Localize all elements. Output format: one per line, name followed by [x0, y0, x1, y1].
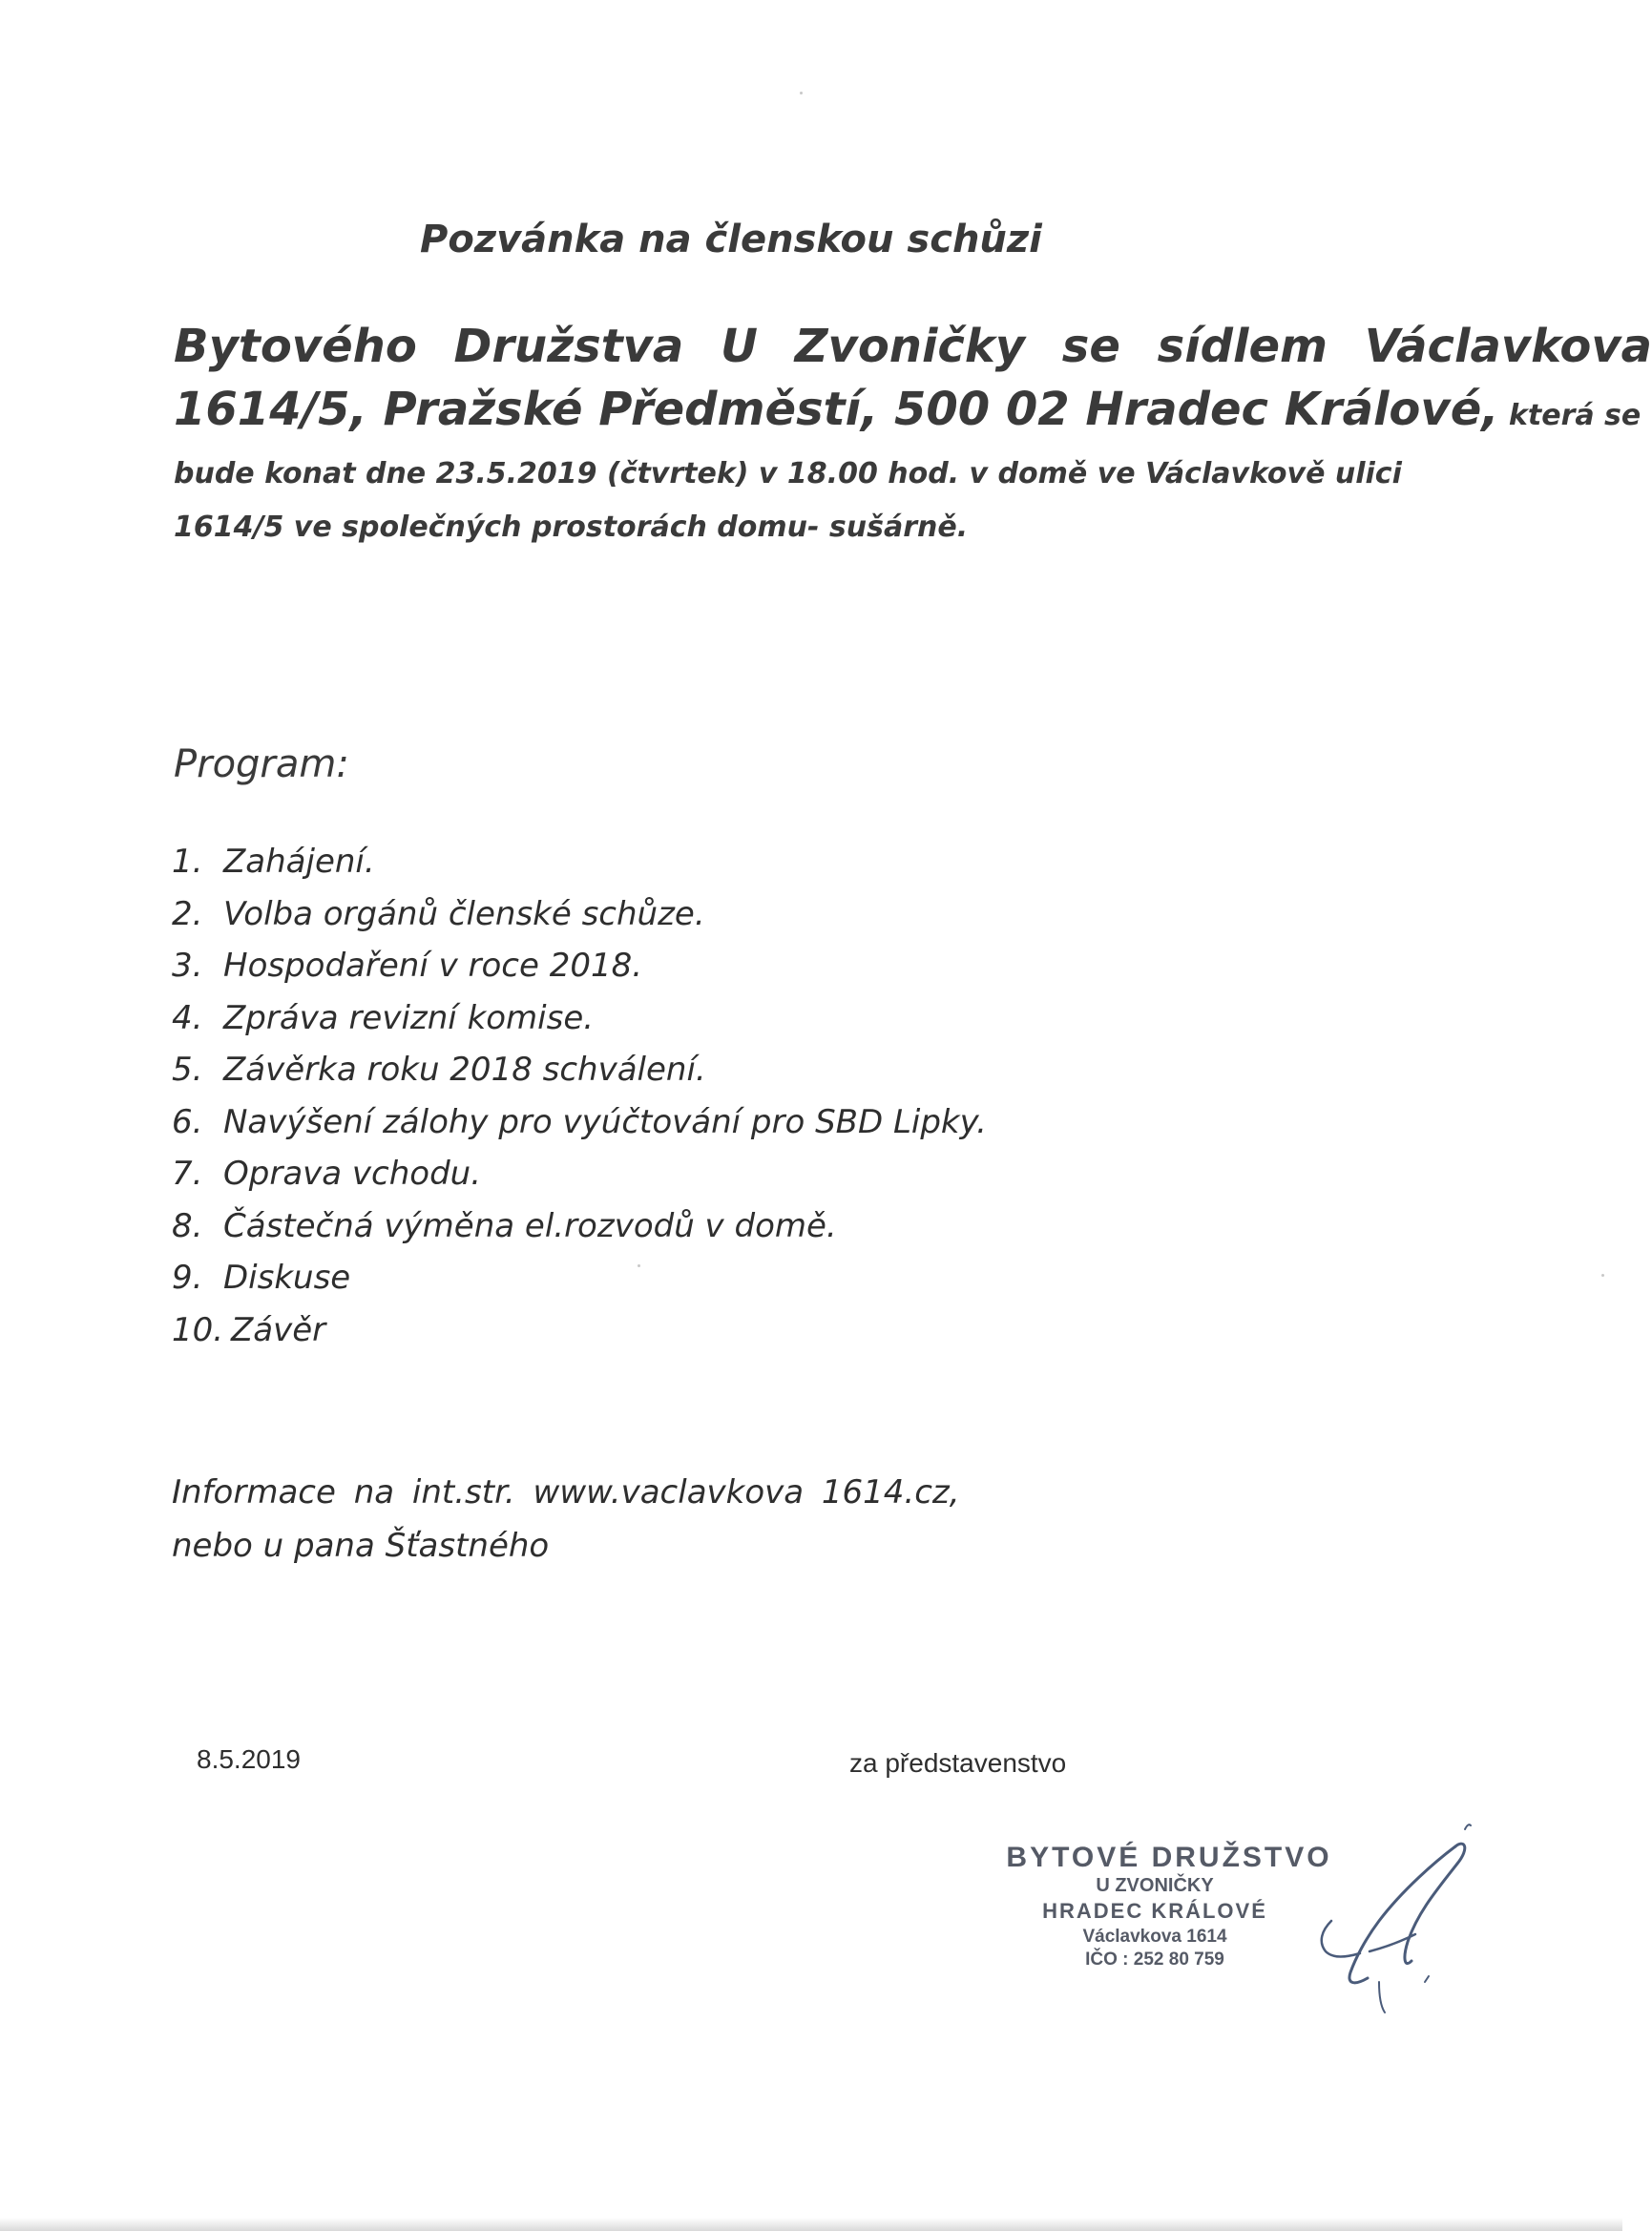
- agenda-item: [172, 1096, 987, 1149]
- stamp-line-2: U ZVONIČKY: [1096, 1875, 1214, 1896]
- stamp-line-3: HRADEC KRÁLOVÉ: [1042, 1899, 1267, 1923]
- agenda-item-number: 8.: [172, 1206, 203, 1245]
- agenda-item: [172, 1044, 987, 1096]
- agenda-item: [172, 888, 987, 941]
- agenda-item: [172, 1252, 987, 1304]
- agenda-item: [172, 1200, 987, 1253]
- info-line-1: Informace na int.str. www.vaclavkova 1614.cz,: [172, 1473, 960, 1512]
- scan-speck: [638, 1264, 640, 1267]
- agenda-item-number: 7.: [172, 1155, 203, 1193]
- scan-edge: [0, 2218, 1622, 2231]
- agenda-item-text: Oprava vchodu.: [223, 1155, 482, 1193]
- intro-paragraph: [174, 315, 1652, 554]
- agenda-item: [172, 940, 987, 992]
- agenda-item-text: Závěr: [231, 1310, 326, 1349]
- intro-line-2-tail: která se: [1498, 399, 1642, 432]
- agenda-list: [172, 836, 987, 1356]
- stamp-line-5: IČO : 252 80 759: [1085, 1950, 1224, 1970]
- agenda-item-text: Volba orgánů členské schůze.: [223, 894, 705, 933]
- scan-speck: [1601, 1274, 1604, 1277]
- agenda-item-text: Navýšení zálohy pro vyúčtování pro SBD Lipky.: [223, 1102, 987, 1141]
- agenda-item: [172, 1148, 987, 1200]
- agenda-item-text: Závěrka roku 2018 schválení.: [223, 1051, 706, 1089]
- intro-line-4: 1614/5 ve společných prostorách domu- sušárně.: [174, 511, 969, 544]
- agenda-item-text: Zpráva revizní komise.: [223, 998, 595, 1037]
- intro-line-3: bude konat dne 23.5.2019 (čtvrtek) v 18.00 hod. v domě ve Václavkově ulici: [174, 457, 1402, 490]
- agenda-item-number: 10.: [172, 1310, 224, 1349]
- intro-line-2-main: 1614/5, Pražské Předměstí, 500 02 Hradec Králové,: [174, 383, 1499, 436]
- info-paragraph: [172, 1466, 960, 1573]
- stamp-line-4: Václavkova 1614: [1082, 1927, 1227, 1947]
- scan-speck: [800, 92, 803, 94]
- agenda-item-number: 2.: [172, 894, 203, 933]
- agenda-item-number: 3.: [172, 947, 203, 985]
- agenda-item-number: 1.: [172, 843, 203, 881]
- agenda-item: [172, 992, 987, 1045]
- agenda-item: [172, 1304, 987, 1357]
- agenda-item: [172, 836, 987, 888]
- handwritten-signature: [1312, 1808, 1484, 2037]
- info-line-2: nebo u pana Šťastného: [172, 1527, 550, 1565]
- cooperative-stamp: [997, 1842, 1341, 1971]
- agenda-item-number: 6.: [172, 1102, 203, 1141]
- document-date: 8.5.2019: [197, 1744, 301, 1774]
- agenda-item-number: 9.: [172, 1259, 203, 1297]
- document-title: Pozvánka na členskou schůzi: [420, 218, 1042, 261]
- agenda-item-text: Zahájení.: [223, 843, 375, 881]
- agenda-item-text: Částečná výměna el.rozvodů v domě.: [223, 1206, 837, 1245]
- intro-line-1: Bytového Družstva U Zvoničky se sídlem Václavkova: [174, 320, 1652, 373]
- program-heading: Program:: [174, 742, 349, 786]
- stamp-line-1: BYTOVÉ DRUŽSTVO: [1006, 1842, 1332, 1873]
- intro-line-2: [174, 378, 1642, 448]
- agenda-item-text: Hospodaření v roce 2018.: [223, 947, 643, 985]
- agenda-item-number: 5.: [172, 1051, 203, 1089]
- agenda-item-number: 4.: [172, 998, 203, 1037]
- signed-for-label: za představenstvo: [849, 1748, 1067, 1778]
- agenda-item-text: Diskuse: [223, 1259, 351, 1297]
